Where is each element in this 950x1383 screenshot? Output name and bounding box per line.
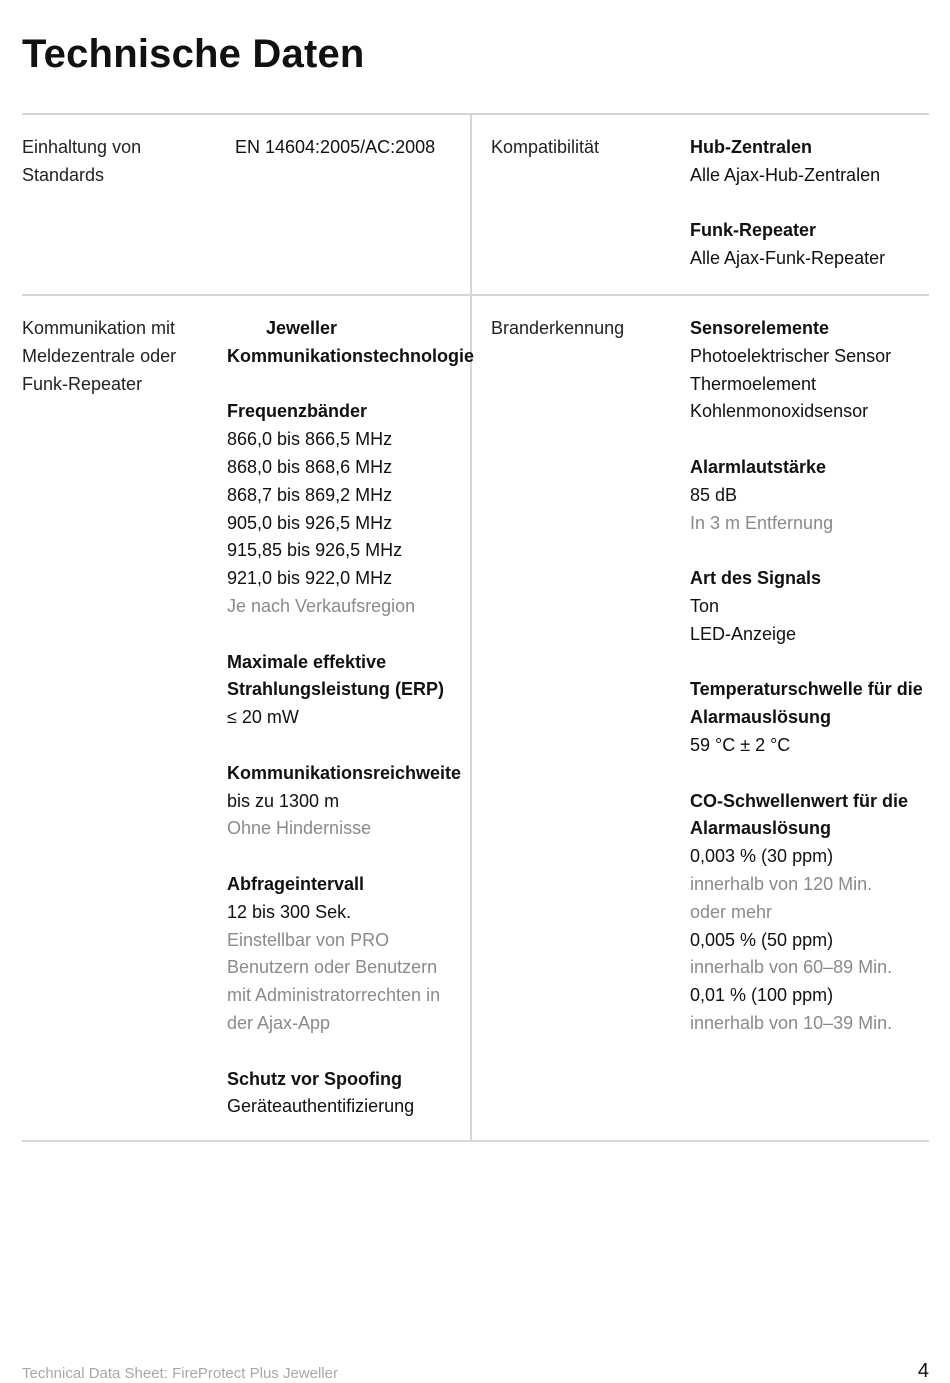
heading-sensor-elements: Sensorelemente — [690, 318, 830, 338]
value-spoofing: Geräteauthentifizierung — [227, 1096, 415, 1117]
note-sales-region: Je nach Verkaufsregion — [227, 595, 416, 616]
row-divider — [22, 294, 929, 296]
heading-temperature-threshold: Temperaturschwelle für die Alarmauslösung — [690, 679, 923, 728]
label-fire-detection-text: Branderkennung — [491, 318, 625, 338]
co-threshold-note: innerhalb von 10–39 Min. — [690, 1012, 893, 1033]
heading-technology-line2: Kommunikationstechnologie — [227, 345, 475, 366]
label-compatibility-text: Kompatibilität — [491, 137, 600, 157]
value-fire-detection — [690, 315, 930, 1038]
label-fire-detection — [491, 315, 671, 343]
frequency-band: 868,7 bis 869,2 MHz — [227, 484, 393, 505]
co-threshold-note: innerhalb von 120 Min. oder mehr — [690, 873, 873, 922]
co-threshold-note: innerhalb von 60–89 Min. — [690, 957, 893, 978]
value-erp: ≤ 20 mW — [227, 707, 299, 728]
heading-hubs: Hub-Zentralen — [690, 137, 813, 157]
heading-range: Kommunikationsreichweite — [227, 762, 462, 783]
co-threshold-value: 0,003 % (30 ppm) — [690, 846, 834, 867]
heading-spoofing: Schutz vor Spoofing — [227, 1068, 402, 1089]
signal-type: LED-Anzeige — [690, 623, 797, 644]
note-polling-config: Einstellbar von PRO Benutzern oder Benutzern mit Administratorrechten in der Ajax-App — [227, 929, 441, 1033]
frequency-band: 915,85 bis 926,5 MHz — [227, 540, 403, 561]
heading-erp: Maximale effektive Strahlungsleistung (ERP) — [227, 651, 445, 700]
co-threshold-value: 0,005 % (50 ppm) — [690, 929, 834, 950]
sensor-element: Thermoelement — [690, 373, 817, 394]
value-standards — [235, 134, 465, 162]
heading-frequency-bands: Frequenzbänder — [227, 401, 368, 422]
heading-alarm-volume: Alarmlautstärke — [690, 456, 827, 477]
column-divider — [470, 113, 472, 1142]
note-distance: In 3 m Entfernung — [690, 512, 834, 533]
sensor-element: Kohlenmonoxidsensor — [690, 401, 869, 422]
note-no-obstacles: Ohne Hindernisse — [227, 818, 372, 839]
label-communication-text: Kommunikation mit Meldezentrale oder Funk-Repeater — [22, 318, 177, 394]
heading-technology-line1: Jeweller — [266, 318, 338, 338]
co-threshold-value: 0,01 % (100 ppm) — [690, 985, 834, 1006]
label-communication — [22, 315, 204, 398]
footer-document-title: Technical Data Sheet: FireProtect Plus Jeweller — [22, 1365, 338, 1382]
frequency-band: 905,0 bis 926,5 MHz — [227, 512, 393, 533]
frequency-band: 866,0 bis 866,5 MHz — [227, 429, 393, 450]
value-compatibility — [690, 134, 930, 273]
heading-polling-interval: Abfrageintervall — [227, 873, 365, 894]
page-title: Technische Daten — [22, 32, 365, 76]
label-standards — [22, 134, 212, 190]
value-hubs: Alle Ajax-Hub-Zentralen — [690, 164, 881, 185]
value-range: bis zu 1300 m — [227, 790, 340, 811]
label-compatibility — [491, 134, 671, 162]
table-bottom-rule — [22, 1140, 929, 1142]
frequency-band: 868,0 bis 868,6 MHz — [227, 456, 393, 477]
table-top-rule — [22, 113, 929, 115]
heading-co-threshold: CO-Schwellenwert für die Alarmauslösung — [690, 790, 909, 839]
label-standards-text: Einhaltung von Standards — [22, 137, 142, 185]
value-temperature-threshold: 59 °C ± 2 °C — [690, 734, 791, 755]
frequency-band: 921,0 bis 922,0 MHz — [227, 568, 393, 589]
value-communication — [227, 315, 475, 1121]
value-polling-interval: 12 bis 300 Sek. — [227, 901, 352, 922]
signal-type: Ton — [690, 595, 720, 616]
heading-repeaters: Funk-Repeater — [690, 220, 817, 241]
value-alarm-volume: 85 dB — [690, 484, 738, 505]
sensor-element: Photoelektrischer Sensor — [690, 345, 892, 366]
page-number: 4 — [917, 1360, 929, 1382]
heading-signal-type: Art des Signals — [690, 568, 822, 589]
value-repeaters: Alle Ajax-Funk-Repeater — [690, 248, 886, 269]
value-standards-text: EN 14604:2005/AC:2008 — [235, 137, 436, 157]
